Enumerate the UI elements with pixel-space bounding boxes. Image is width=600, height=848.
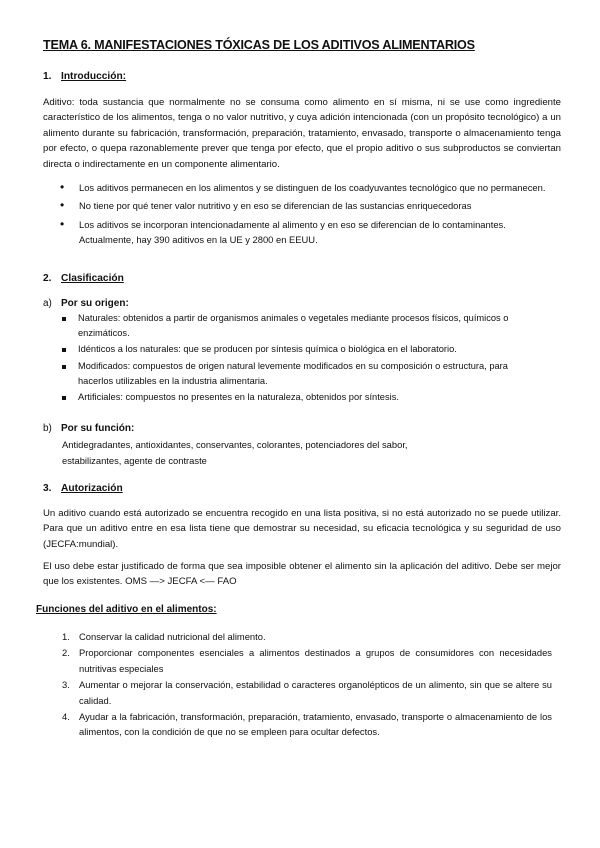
list-item: 4. Ayudar a la fabricación, transformación, preparación, tratamiento, envasado, transporte o almacenamiento de los alimentos, con la condición de que no se empleen para ocultar defectos. [62,711,552,738]
square-bullet-icon [62,365,66,369]
document-title: TEMA 6. MANIFESTACIONES TÓXICAS DE LOS ADITIVOS ALIMENTARIOS [43,38,475,52]
section-number: 1. [43,71,52,82]
subsection-heading-origen [43,298,129,309]
intro-paragraph: Aditivo: toda sustancia que normalmente no se consuma como alimento en sí misma, ni se use como ingrediente característico de los alimentos, tenga o no valor nutritivo, y cuya adición intencionada (con un propósito tecnológico) a un alimento durante su fabricación, transformación, preparación, tratamiento, envasado, transporte o almacenamiento tenga por efecto, o quepa razonablemente prever que tenga por efecto, que el propio aditivo o sus subproductos se conviertan directa o indirectamente en un componente alimentario. [43,97,561,170]
list-item: 2. Proporcionar componentes esenciales a alimentos destinados a grupos de consumidores con necesidades nutritivas especiales [62,647,552,674]
origen-list [62,311,538,406]
square-bullet-icon [62,348,66,352]
list-number: 1. [62,631,70,642]
subsection-number: a) [43,298,52,309]
list-item: Naturales: obtenidos a partir de organismos animales o vegetales mediante procesos físicos, químicos o enzimáticos. [62,311,538,341]
subsection-label: Por su origen: [61,298,129,309]
section-heading-introduccion [43,71,126,82]
section-label: Clasificación [61,273,124,284]
list-item: Artificiales: compuestos no presentes en la naturaleza, obtenidos por síntesis. [62,390,538,405]
funcion-text: Antidegradantes, antioxidantes, conservantes, colorantes, potenciadores del sabor, estabilizantes, agente de contraste [62,439,408,466]
list-number: 2. [62,647,70,659]
bullet-icon: • [60,180,65,194]
list-number: 4. [62,711,70,723]
subsection-number: b) [43,423,52,434]
autorizacion-paragraph-1: Un aditivo cuando está autorizado se encuentra recogido en una lista positiva, si no está autorizado no se puede utilizar. Para que un aditivo entre en esa lista tiene que demostrar su necesidad, su eficacia tecnológica y su seguridad de uso (JECFA:mundial). [43,508,561,550]
list-item: • Los aditivos se incorporan intencionadamente al alimento y en eso se diferencian de lo contaminantes. Actualmente, hay 390 aditivos en la UE y 2800 en EEUU. [60,216,506,246]
section-heading-clasificacion [43,273,124,284]
list-item: Idénticos a los naturales: que se producen por síntesis química o biológica en el laboratorio. [62,342,538,357]
list-item: • Los aditivos permanecen en los alimentos y se distinguen de los coadyuvantes tecnológico que no permanecen. [60,180,546,194]
subsection-heading-funcion [43,423,134,434]
intro-bullet-list [60,180,550,251]
list-item: Modificados: compuestos de origen natural levemente modificados en su composición o estructura, para hacerlos utilizables en la industria alimentaria. [62,359,538,389]
section-number: 3. [43,483,52,494]
list-item: 1. Conservar la calidad nutricional del alimento. [62,629,552,644]
section-label: Introducción: [61,71,127,82]
list-item: 3. Aumentar o mejorar la conservación, estabilidad o caracteres organolépticos de un alimento, sin que se altere su calidad. [62,679,552,706]
list-item: • No tiene por qué tener valor nutritivo y en eso se diferencian de las sustancias enriquecedoras [60,198,472,213]
section-heading-autorizacion [43,483,123,494]
bullet-icon: • [60,216,65,231]
section-number: 2. [43,273,52,284]
section-label: Autorización [61,483,123,494]
bullet-icon: • [60,198,65,213]
funciones-heading: Funciones del aditivo en el alimentos: [36,604,217,615]
list-number: 3. [62,679,70,691]
square-bullet-icon [62,317,66,321]
funciones-list [62,629,552,741]
autorizacion-paragraph-2: El uso debe estar justificado de forma que sea imposible obtener el alimento sin la aplicación del aditivo. Debe ser mejor que los existentes. OMS —> JECFA <— FAO [43,561,561,588]
subsection-label: Por su función: [61,423,135,434]
square-bullet-icon [62,396,66,400]
